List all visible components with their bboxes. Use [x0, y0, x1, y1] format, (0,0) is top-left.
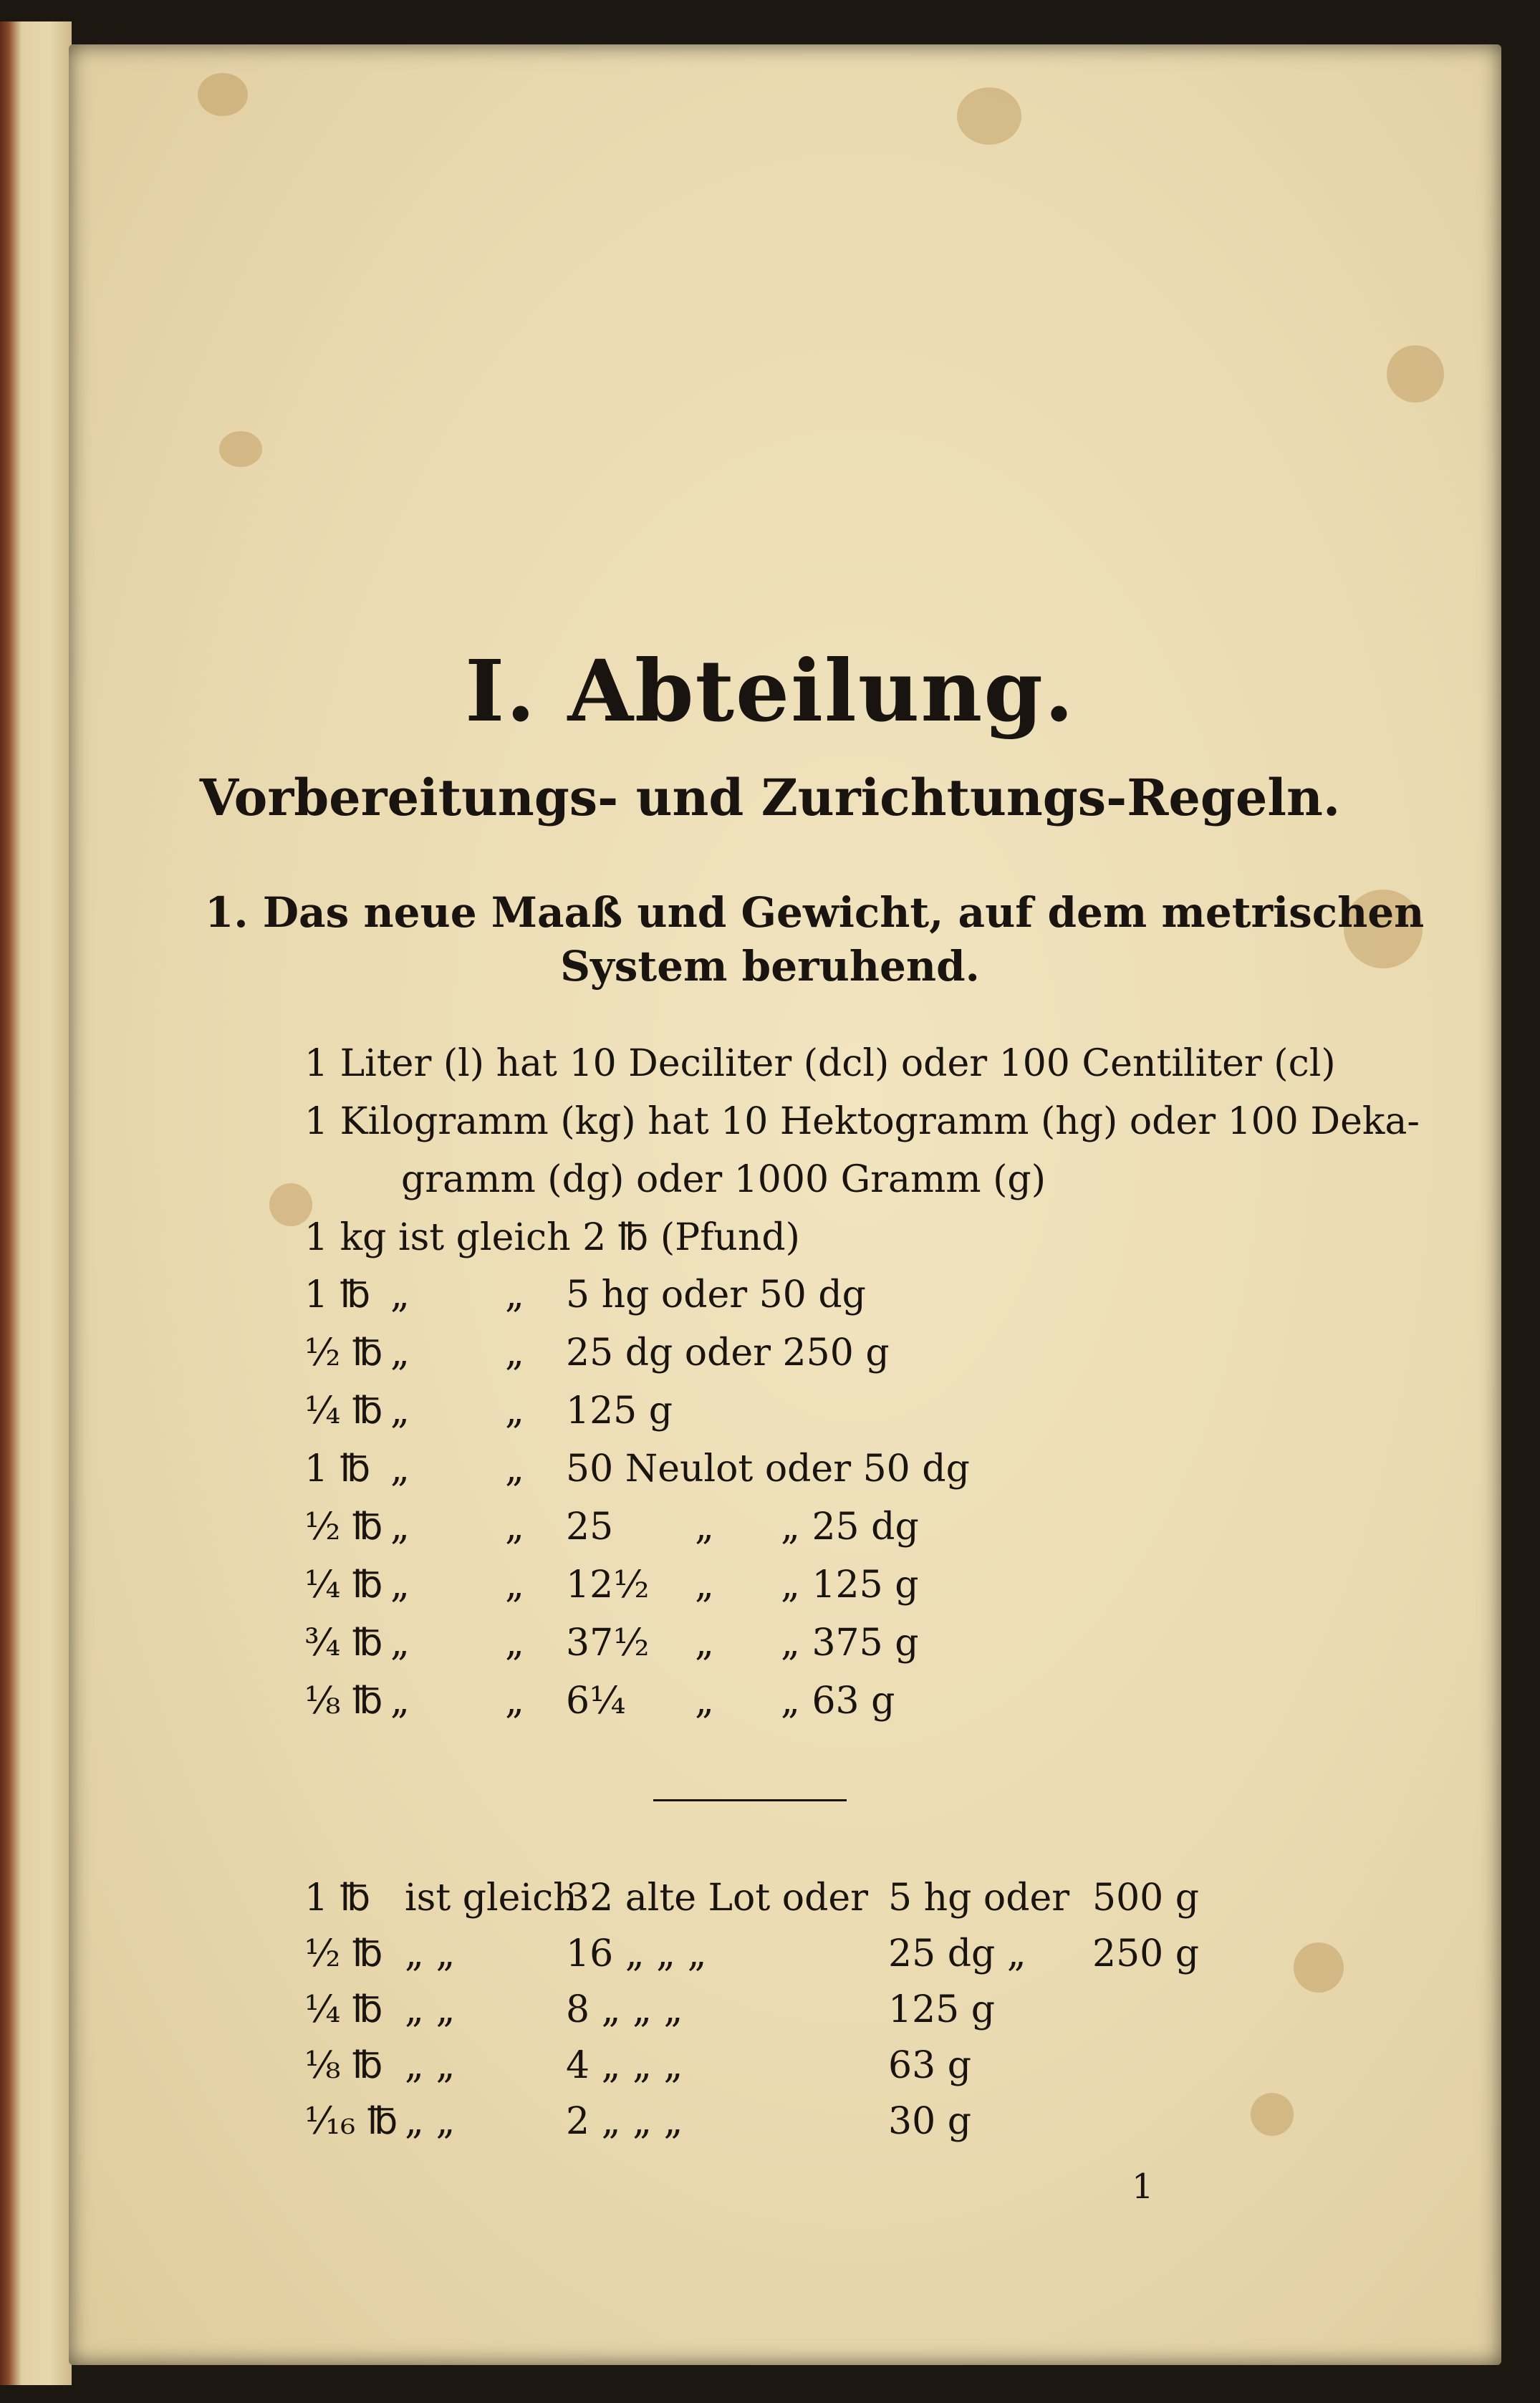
table2-equal: „ „: [405, 1932, 456, 1975]
table1-unit: ¾ ℔: [304, 1622, 383, 1665]
table2-lot: 32 alte Lot oder: [566, 1877, 869, 1920]
book-spine-edge: [0, 21, 72, 2385]
table2-unit: ⅛ ℔: [304, 2044, 383, 2087]
table2-grams: 500 g: [1092, 1877, 1200, 1920]
table2-unit: ¹⁄₁₆ ℔: [304, 2100, 398, 2143]
divider-rule: [653, 1799, 847, 1801]
table1-ditto: „: [390, 1273, 410, 1316]
table1-ditto: „: [695, 1622, 714, 1665]
table1-ditto: „: [390, 1506, 410, 1549]
table2-unit: ½ ℔: [304, 1932, 383, 1975]
table1-ditto: „: [505, 1680, 524, 1723]
table1-ditto: „: [505, 1564, 524, 1607]
text-line: gramm (dg) oder 1000 Gramm (g): [401, 1158, 1046, 1201]
table1-value: 12½: [566, 1564, 650, 1607]
table1-unit: ½ ℔: [304, 1331, 383, 1374]
page-number: 1: [1132, 2167, 1154, 2207]
section-title-line1: 1. Das neue Maaß und Gewicht, auf dem metrischen: [205, 888, 1425, 937]
table2-grams: 250 g: [1092, 1932, 1200, 1975]
table1-ditto: „: [695, 1506, 714, 1549]
table2-unit: ¼ ℔: [304, 1988, 383, 2031]
table1-ditto: „: [505, 1331, 524, 1374]
table2-lot: 16 „ „ „: [566, 1932, 707, 1975]
text-line: 1 kg ist gleich 2 ℔ (Pfund): [304, 1216, 800, 1259]
section-title-line2: System beruhend.: [560, 942, 980, 991]
table1-ditto: „: [505, 1390, 524, 1432]
table1-unit: 1 ℔: [304, 1273, 371, 1316]
table2-value: 5 hg oder: [888, 1877, 1070, 1920]
table2-equal: „ „: [405, 2100, 456, 2143]
table1-value: „ 125 g: [781, 1564, 919, 1607]
table1-value: 37½: [566, 1622, 650, 1665]
table1-unit: 1 ℔: [304, 1448, 371, 1491]
table1-unit: ½ ℔: [304, 1506, 383, 1549]
table1-unit: ¼ ℔: [304, 1390, 383, 1432]
table2-lot: 4 „ „ „: [566, 2044, 683, 2087]
table2-equal: „ „: [405, 2044, 456, 2087]
chapter-subheading: Vorbereitungs- und Zurichtungs-Regeln.: [199, 768, 1341, 827]
table2-lot: 2 „ „ „: [566, 2100, 683, 2143]
table1-ditto: „: [390, 1390, 410, 1432]
table1-unit: ⅛ ℔: [304, 1680, 383, 1723]
book-page: [69, 44, 1501, 2365]
table2-value: 30 g: [888, 2100, 971, 2143]
table1-value: „ 25 dg: [781, 1506, 919, 1549]
table2-value: 63 g: [888, 2044, 971, 2087]
table2-equal: ist gleich: [405, 1877, 577, 1920]
table1-ditto: „: [390, 1680, 410, 1723]
table2-equal: „ „: [405, 1988, 456, 2031]
table1-ditto: „: [390, 1331, 410, 1374]
table2-lot: 8 „ „ „: [566, 1988, 683, 2031]
table1-ditto: „: [505, 1273, 524, 1316]
table1-value: „ 63 g: [781, 1680, 895, 1723]
table1-ditto: „: [505, 1622, 524, 1665]
table1-unit: ¼ ℔: [304, 1564, 383, 1607]
table1-value: 125 g: [566, 1390, 673, 1432]
table1-ditto: „: [505, 1506, 524, 1549]
table2-unit: 1 ℔: [304, 1877, 371, 1920]
table1-value: 25 dg oder 250 g: [566, 1331, 890, 1374]
table1-value: 25: [566, 1506, 614, 1549]
table1-value: „ 375 g: [781, 1622, 919, 1665]
text-line: 1 Liter (l) hat 10 Deciliter (dcl) oder 100 Centiliter (cl): [304, 1042, 1336, 1085]
table1-ditto: „: [695, 1564, 714, 1607]
text-line: 1 Kilogramm (kg) hat 10 Hektogramm (hg) oder 100 Deka-: [304, 1100, 1420, 1143]
chapter-heading: I. Abteilung.: [465, 641, 1075, 741]
table1-ditto: „: [390, 1622, 410, 1665]
table1-ditto: „: [390, 1564, 410, 1607]
table1-ditto: „: [695, 1680, 714, 1723]
table2-value: 25 dg „: [888, 1932, 1026, 1975]
table1-value: 50 Neulot oder 50 dg: [566, 1448, 970, 1491]
table1-ditto: „: [390, 1448, 410, 1491]
table1-value: 5 hg oder 50 dg: [566, 1273, 866, 1316]
table2-value: 125 g: [888, 1988, 996, 2031]
table1-ditto: „: [505, 1448, 524, 1491]
table1-value: 6¼: [566, 1680, 626, 1723]
